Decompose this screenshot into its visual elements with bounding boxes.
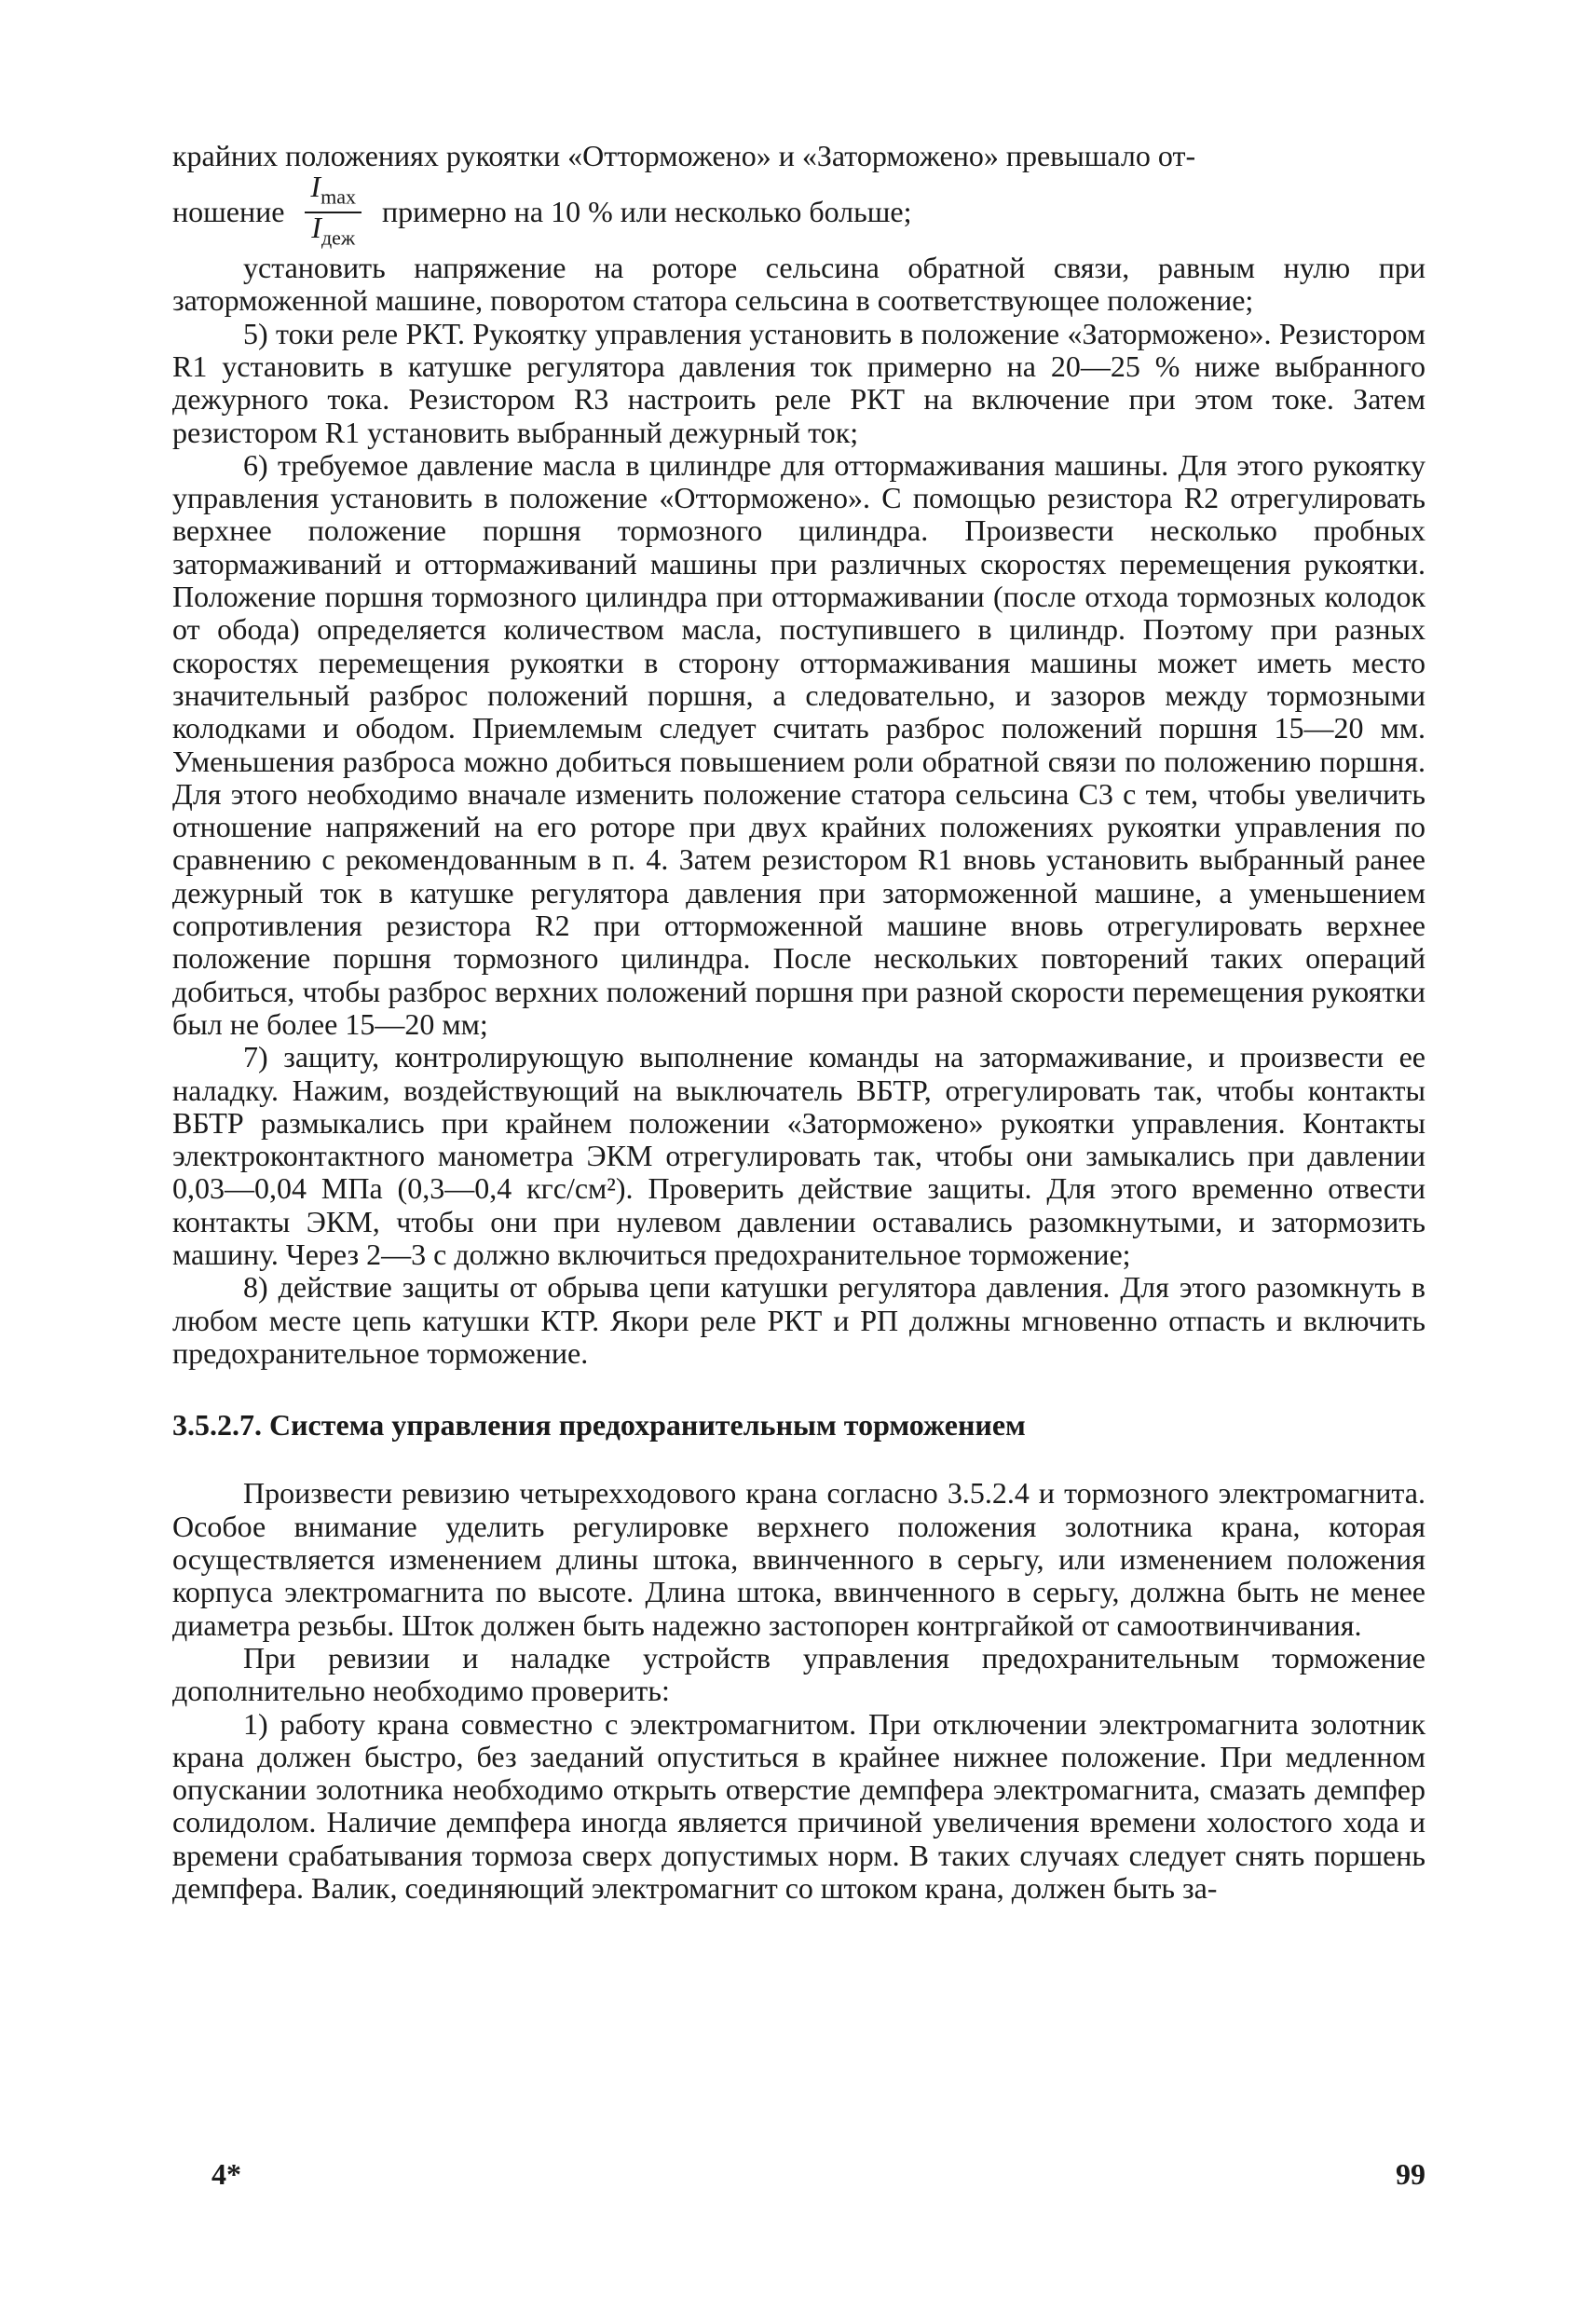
section-heading: 3.5.2.7. Система управления предохранительным торможением bbox=[172, 1408, 1026, 1443]
ratio-line bbox=[172, 172, 1425, 252]
paragraph-item-7: 7) защиту, контролирующую выполнение команды на затормаживание, и произвести ее наладку. Нажим, воздействующий на выключатель ВБТР, отрегулировать так, чтобы контакты ВБТР размыкались при крайнем положении «Заторможено» рукоятки управления. Контакты электроконтактного манометра ЭКМ отрегулировать так, чтобы они замыкались при давлении 0,03—0,04 МПа (0,3—0,4 кгс/см²). Проверить действие защиты. Для этого временно отвести контакты ЭКМ, чтобы они при нулевом давлении оставались разомкнутыми, и затормозить машину. Через 2—3 с должно включиться предохранительное торможение; bbox=[172, 1040, 1425, 1271]
current-ratio-fraction bbox=[305, 172, 361, 252]
paragraph-continuation: крайних положениях рукоятки «Отторможено» и «Заторможено» превышало от- bbox=[172, 139, 1196, 172]
page-number: 99 bbox=[1396, 2157, 1425, 2191]
paragraph-selsyn-voltage: установить напряжение на роторе сельсина обратной связи, равным нулю при заторможенной машине, поворотом статора сельсина в соответствующее положение; bbox=[172, 251, 1425, 318]
ratio-prefix: ношение bbox=[172, 195, 285, 229]
fraction-numerator: $I_{max}$ bbox=[305, 172, 361, 212]
paragraph-revision: Произвести ревизию четырехходового крана согласно 3.5.2.4 и тормозного электромагнита. Особое внимание уделить регулировке верхнего положения золотника крана, которая осуществляется изменением длины штока, ввинченного в серьгу, или изменением положения корпуса электромагнита по высоте. Длина штока, ввинченного в серьгу, должна быть не менее диаметра резьбы. Шток должен быть надежно застопорен контргайкой от самоотвинчивания. bbox=[172, 1476, 1425, 1642]
paragraph-item-1: 1) работу крана совместно с электромагнитом. При отключении электромагнита золотник крана должен быстро, без заеданий опуститься в крайнее нижнее положение. При медленном опускании золотника необходимо открыть отверстие демпфера электромагнита, смазать демпфер солидолом. Наличие демпфера иногда является причиной увеличения времени холостого хода и времени срабатывания тормоза сверх допустимых норм. В таких случаях следует снять поршень демпфера. Валик, соединяющий электромагнит со штоком крана, должен быть за- bbox=[172, 1706, 1425, 1906]
paragraph-check-intro: При ревизии и наладке устройств управления предохранительным торможение дополнительно необходимо проверить: bbox=[172, 1640, 1425, 1708]
page-body bbox=[172, 140, 1425, 1905]
signature-mark: 4* bbox=[211, 2157, 241, 2191]
paragraph-item-8: 8) действие защиты от обрыва цепи катушки регулятора давления. Для этого разомкнуть в любом месте цепь катушки КТР. Якори реле РКТ и РП должны мгновенно отпасть и включить предохранительное торможение. bbox=[172, 1270, 1425, 1370]
paragraph-item-5: 5) токи реле РКТ. Рукоятку управления установить в положение «Заторможено». Резистором R1 установить в катушке регулятора давления ток примерно на 20—25 % ниже выбранного дежурного тока. Резистором R3 настроить реле РКТ на включение при этом токе. Затем резистором R1 установить выбранный дежурный ток; bbox=[172, 316, 1425, 449]
fraction-denominator: $I_{деж}$ bbox=[311, 210, 356, 250]
ratio-suffix: примерно на 10 % или несколько больше; bbox=[381, 195, 912, 229]
paragraph-item-6: 6) требуемое давление масла в цилиндре для оттормаживания машины. Для этого рукоятку управления установить в положение «Отторможено». С помощью резистора R2 отрегулировать верхнее положение поршня тормозного цилиндра. Произвести несколько пробных затормаживаний и оттормаживаний машины при различных скоростях перемещения рукоятки. Положение поршня тормозного цилиндра при оттормаживании (после отхода тормозных колодок от обода) определяется количеством масла, поступившего в цилиндр. Поэтому при разных скоростях перемещения рукоятки в сторону оттормаживания машины может иметь место значительный разброс положений поршня, а следовательно, и зазоров между тормозными колодками и ободом. Приемлемым следует считать разброс положений поршня 15—20 мм. Уменьшения разброса можно добиться повышением роли обратной связи по положению поршня. Для этого необходимо вначале изменить положение статора сельсина С3 с тем, чтобы увеличить отношение напряжений на его роторе при двух крайних положениях рукоятки управления по сравнению с рекомендованным в п. 4. Затем резистором R1 вновь установить выбранный ранее дежурный ток в катушке регулятора давления при заторможенной машине, а уменьшением сопротивления резистора R2 при отторможенной машине вновь отрегулировать верхнее положение поршня тормозного цилиндра. После нескольких повторений таких операций добиться, чтобы разброс верхних положений поршня при разной скорости перемещения рукоятки был не более 15—20 мм; bbox=[172, 447, 1425, 1041]
